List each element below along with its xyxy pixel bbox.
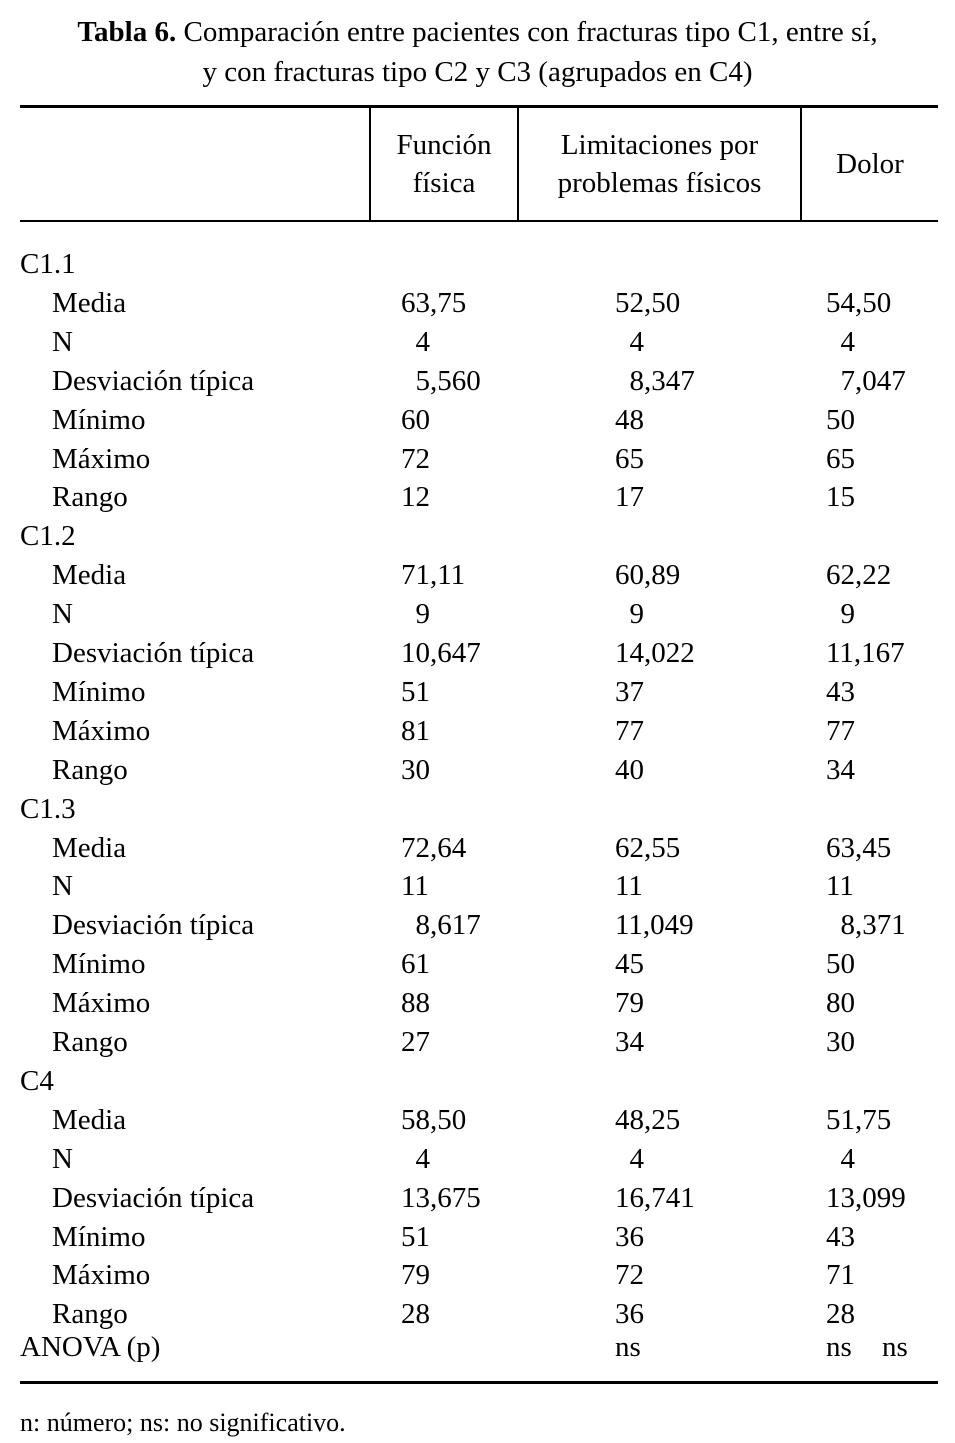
cell-dolor: 62,22 [826, 559, 892, 592]
cell-limitaciones: 11 [615, 870, 643, 903]
cell-dolor: 11,167 [826, 637, 905, 669]
cell-limitaciones: 48 [615, 403, 644, 436]
cell-funcion: 58,50 [401, 1103, 467, 1136]
cell-dolor: 9 [826, 598, 855, 631]
cell-dolor: 71 [826, 1259, 855, 1292]
stat-row [0, 984, 955, 1023]
bottom-rule [20, 1381, 938, 1384]
cell-dolor: 13,099 [826, 1181, 906, 1214]
stat-row [0, 440, 955, 479]
group-label: C1.1 [20, 248, 76, 280]
group-row [0, 790, 955, 829]
cell-funcion: 5,560 [401, 364, 481, 397]
stat-label: Media [52, 559, 127, 592]
stat-row [0, 634, 955, 673]
stat-label: Media [52, 286, 127, 319]
cell-funcion: 72 [401, 442, 430, 475]
header-limitaciones-line-1: Limitaciones por [560, 129, 759, 161]
cell-limitaciones: 52,50 [615, 286, 681, 319]
cell-limitaciones: 48,25 [615, 1103, 681, 1136]
stat-row [0, 751, 955, 790]
cell-funcion: 8,617 [401, 909, 481, 942]
anova-dolor: ns [826, 1331, 852, 1363]
cell-dolor: 30 [826, 1026, 855, 1058]
stat-row [0, 323, 955, 362]
cell-funcion: 79 [401, 1259, 430, 1292]
stat-label: Máximo [52, 1259, 151, 1292]
stat-row [0, 1101, 955, 1140]
cell-dolor: 65 [826, 442, 855, 475]
cell-funcion: 63,75 [401, 286, 467, 319]
cell-dolor: 43 [826, 1220, 855, 1253]
cell-limitaciones: 79 [615, 987, 644, 1020]
cell-limitaciones: 40 [615, 753, 644, 786]
cell-dolor: 63,45 [826, 831, 892, 864]
anova-label: ANOVA (p) [20, 1331, 161, 1363]
stat-label: Mínimo [52, 948, 146, 981]
stat-label: Rango [52, 753, 128, 786]
cell-limitaciones: 36 [615, 1298, 644, 1331]
stat-label: Desviación típica [52, 364, 255, 397]
table-number: Tabla 6. [77, 16, 177, 48]
header-dolor [802, 106, 938, 222]
cell-dolor: 80 [826, 987, 855, 1020]
stat-row [0, 478, 955, 517]
cell-limitaciones: 9 [615, 598, 644, 631]
header-funcion-fisica [371, 106, 517, 222]
stat-row [0, 556, 955, 595]
stat-label: Máximo [52, 987, 151, 1020]
stat-label: N [52, 598, 73, 631]
cell-funcion: 51 [401, 1220, 430, 1253]
group-row [0, 245, 955, 284]
cell-funcion: 51 [401, 675, 430, 708]
stat-row [0, 906, 955, 945]
anova-limitaciones: ns [615, 1331, 641, 1363]
cell-limitaciones: 4 [615, 1142, 644, 1175]
header-funcion-line-2: física [412, 167, 476, 199]
stat-label: Mínimo [52, 1220, 146, 1253]
cell-funcion: 30 [401, 753, 430, 786]
header-dolor-label: Dolor [836, 148, 904, 180]
group-label: C1.3 [20, 792, 76, 825]
stat-row [0, 867, 955, 906]
stat-row [0, 1218, 955, 1257]
cell-limitaciones: 72 [615, 1259, 644, 1292]
cell-limitaciones: 36 [615, 1220, 644, 1253]
cell-dolor: 50 [826, 948, 855, 981]
cell-funcion: 71,11 [401, 559, 466, 592]
cell-limitaciones: 60,89 [615, 559, 681, 592]
stat-row [0, 1256, 955, 1295]
stat-row [0, 1023, 955, 1062]
cell-dolor: 34 [826, 753, 855, 786]
stat-row [0, 945, 955, 984]
stat-label: N [52, 1142, 73, 1175]
cell-limitaciones: 11,049 [615, 909, 694, 942]
cell-funcion: 60 [401, 403, 430, 436]
stat-label: Rango [52, 1298, 128, 1331]
cell-dolor: 8,371 [826, 909, 906, 942]
stat-row [0, 673, 955, 712]
cell-dolor: 77 [826, 714, 855, 747]
cell-funcion: 4 [401, 325, 430, 358]
cell-funcion: 72,64 [401, 831, 467, 864]
cell-dolor: 43 [826, 675, 855, 708]
cell-dolor: 50 [826, 403, 855, 436]
stat-label: N [52, 325, 73, 358]
cell-dolor: 51,75 [826, 1103, 892, 1136]
header-limitaciones-line-2: problemas físicos [557, 167, 762, 199]
cell-limitaciones: 4 [615, 325, 644, 358]
cell-funcion: 13,675 [401, 1181, 481, 1214]
cell-limitaciones: 62,55 [615, 831, 681, 864]
cell-funcion: 81 [401, 714, 430, 747]
cell-limitaciones: 14,022 [615, 637, 695, 669]
stat-label: N [52, 870, 73, 903]
cell-limitaciones: 77 [615, 714, 644, 747]
stat-row [0, 1179, 955, 1218]
stat-row [0, 401, 955, 440]
stat-label: Desviación típica [52, 1181, 255, 1214]
stat-label: Mínimo [52, 675, 146, 708]
stat-label: Máximo [52, 714, 151, 747]
cell-funcion: 61 [401, 948, 430, 981]
anova-dolor-extra: ns [882, 1331, 908, 1363]
stat-row [0, 1140, 955, 1179]
stat-row [0, 284, 955, 323]
cell-dolor: 4 [826, 1142, 855, 1175]
cell-limitaciones: 34 [615, 1026, 644, 1058]
stat-label: Desviación típica [52, 637, 255, 669]
cell-limitaciones: 17 [615, 481, 644, 514]
cell-dolor: 54,50 [826, 286, 892, 319]
cell-limitaciones: 16,741 [615, 1181, 695, 1214]
table-title [0, 12, 955, 92]
stat-label: Media [52, 831, 127, 864]
stat-label: Media [52, 1103, 127, 1136]
stat-row [0, 712, 955, 751]
stat-label: Mínimo [52, 403, 146, 436]
stat-row [0, 829, 955, 868]
group-label: C1.2 [20, 520, 76, 553]
title-line-1: Comparación entre pacientes con fracturas tipo C1, entre sí, [176, 16, 878, 48]
title-line-2: y con fracturas tipo C2 y C3 (agrupados en C4) [202, 56, 753, 88]
cell-funcion: 88 [401, 987, 430, 1020]
cell-funcion: 27 [401, 1026, 430, 1058]
cell-dolor: 15 [826, 481, 855, 514]
group-row [0, 1062, 955, 1101]
header-limitaciones [519, 106, 800, 222]
anova-row [0, 1328, 955, 1367]
footnote: n: número; ns: no significativo. [20, 1408, 346, 1437]
cell-dolor: 28 [826, 1298, 855, 1331]
cell-limitaciones: 65 [615, 442, 644, 475]
stat-label: Rango [52, 481, 128, 514]
stat-label: Máximo [52, 442, 151, 475]
stat-label: Desviación típica [52, 909, 255, 942]
cell-funcion: 28 [401, 1298, 430, 1331]
cell-funcion: 12 [401, 481, 430, 514]
cell-funcion: 10,647 [401, 637, 481, 669]
cell-dolor: 11 [826, 870, 854, 903]
stat-label: Rango [52, 1026, 128, 1058]
group-label: C4 [20, 1064, 54, 1097]
cell-funcion: 9 [401, 598, 430, 631]
cell-funcion: 4 [401, 1142, 430, 1175]
cell-dolor: 4 [826, 325, 855, 358]
cell-dolor: 7,047 [826, 364, 906, 397]
group-row [0, 517, 955, 556]
cell-limitaciones: 45 [615, 948, 644, 981]
cell-funcion: 11 [401, 870, 429, 903]
header-funcion-line-1: Función [396, 129, 492, 161]
cell-limitaciones: 8,347 [615, 364, 695, 397]
stat-row [0, 362, 955, 401]
cell-limitaciones: 37 [615, 675, 644, 708]
stat-row [0, 595, 955, 634]
